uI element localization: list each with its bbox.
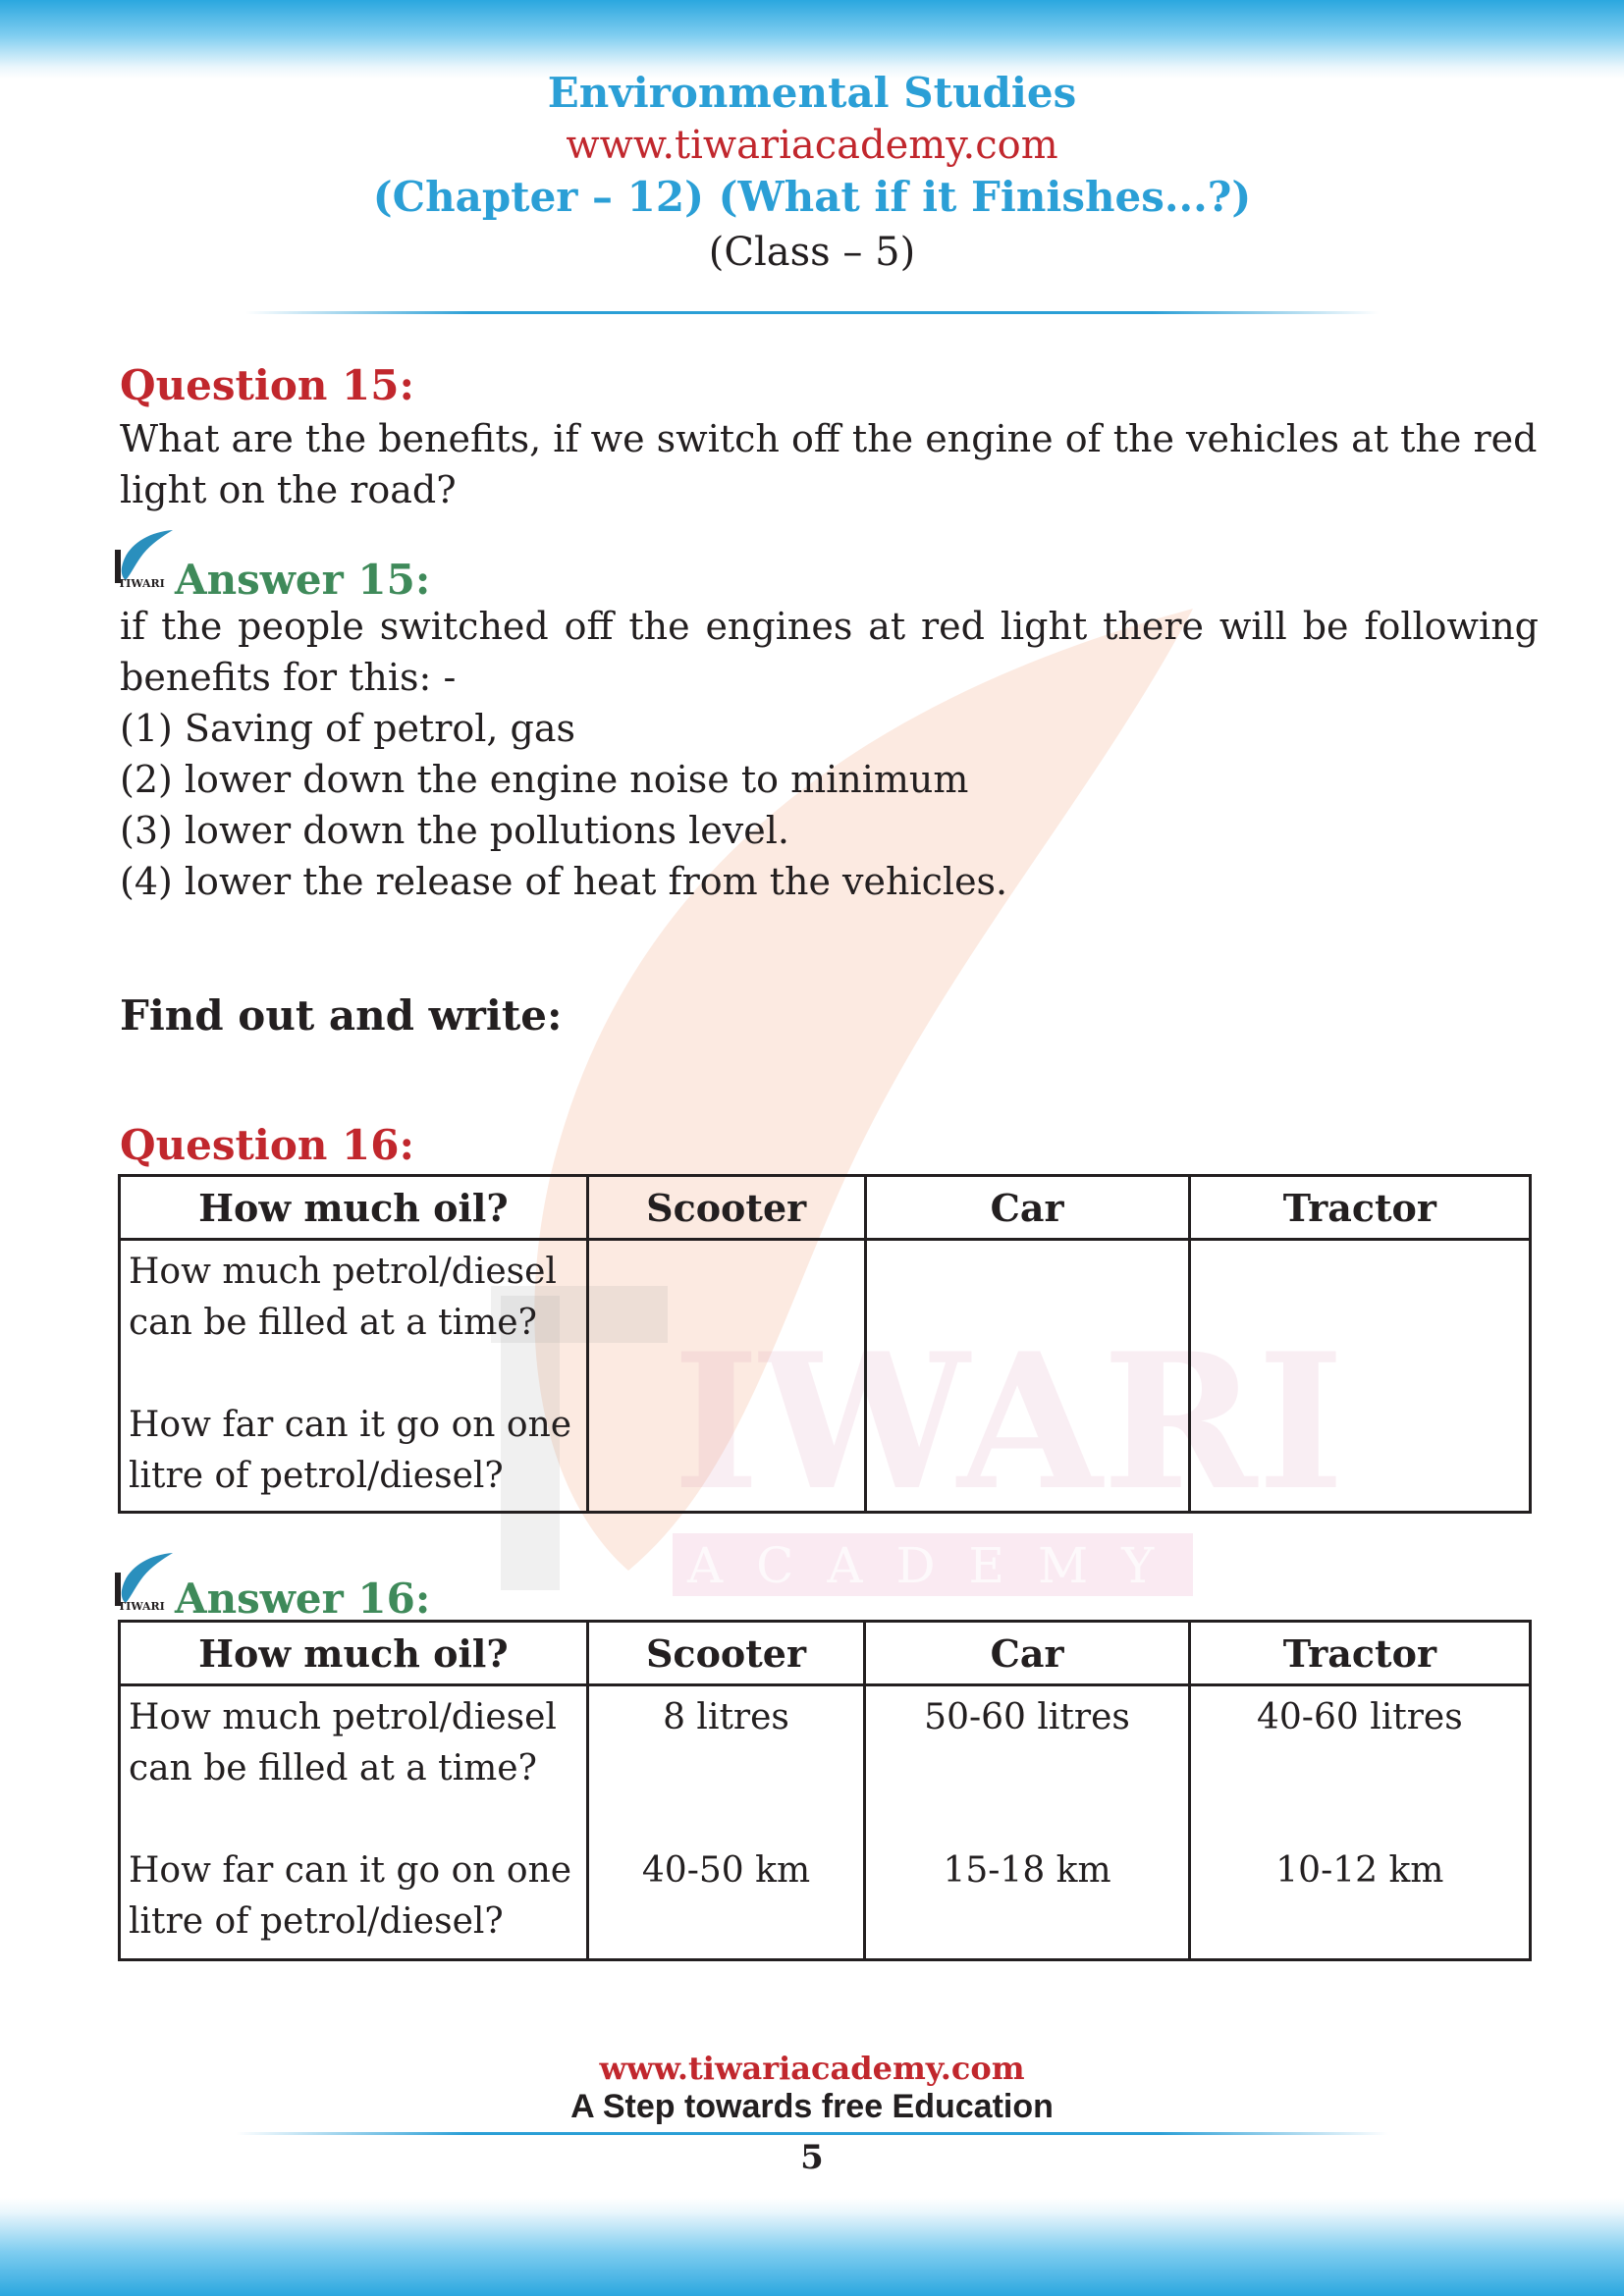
logo-leaf: [122, 1553, 173, 1603]
tiwari-logo-icon: [112, 1551, 177, 1612]
find-out-heading: Find out and write:: [120, 991, 563, 1040]
answer-15-point-3: (3) lower down the pollutions level.: [120, 809, 789, 852]
chapter-title: (Chapter – 12) (What if it Finishes...?): [372, 173, 1252, 221]
header-tractor: Tractor: [1189, 1622, 1530, 1685]
answer-15-point-4: (4) lower the release of heat from the vehicles.: [120, 860, 1008, 903]
table-header-row: [120, 1622, 1531, 1685]
tractor-capacity: 40-60 litres: [1257, 1697, 1463, 1737]
car-capacity: 50-60 litres: [924, 1697, 1130, 1737]
header-scooter: Scooter: [587, 1622, 865, 1685]
tractor-blank-cell: [1189, 1240, 1530, 1513]
footer-divider: [236, 2132, 1388, 2135]
question-16-label: Question 16:: [120, 1121, 414, 1169]
table-row: [120, 1240, 1531, 1513]
answer-15-point-1: (1) Saving of petrol, gas: [120, 707, 576, 750]
scooter-mileage: 40-50 km: [641, 1850, 811, 1891]
watermark-word-academy: ACADEMY: [687, 1537, 1188, 1594]
page-number: 5: [800, 2138, 824, 2177]
header-car: Car: [865, 1622, 1189, 1685]
answer-15-label: Answer 15:: [175, 556, 431, 604]
car-blank-cell: [865, 1240, 1189, 1513]
tractor-answer-cell: [1189, 1685, 1530, 1960]
row-question-mileage: How far can it go on one litre of petrol/diesel?: [129, 1405, 572, 1496]
question-15-text: What are the benefits, if we switch off the engine of the vehicles at the red light on the road?: [120, 417, 1538, 511]
car-answer-cell: [865, 1685, 1189, 1960]
answer-16-label: Answer 16:: [175, 1575, 431, 1623]
scooter-answer-cell: [587, 1685, 865, 1960]
row-question-mileage: How far can it go on one litre of petrol/diesel?: [129, 1850, 572, 1942]
question-16-table: [118, 1174, 1532, 1514]
footer-website: www.tiwariacademy.com: [599, 2050, 1025, 2087]
header-how-much-oil: How much oil?: [120, 1622, 588, 1685]
header-tractor: Tractor: [1189, 1176, 1530, 1240]
row-question-capacity: How much petrol/diesel can be filled at a time?: [129, 1252, 557, 1343]
header-how-much-oil: How much oil?: [120, 1176, 588, 1240]
logo-text: TIWARI: [118, 1600, 165, 1612]
answer-15-intro: if the people switched off the engines at red light there will be following benefits for this: -: [120, 605, 1539, 699]
table-header-row: [120, 1176, 1531, 1240]
header-website: www.tiwariacademy.com: [566, 123, 1058, 168]
header-car: Car: [865, 1176, 1189, 1240]
answer-15-point-2: (2) lower down the engine noise to minimum: [120, 758, 969, 801]
logo-text: TIWARI: [118, 577, 165, 589]
scooter-blank-cell: [587, 1240, 865, 1513]
subject-title: Environmental Studies: [547, 69, 1077, 117]
tractor-mileage: 10-12 km: [1275, 1850, 1444, 1891]
row-question-capacity: How much petrol/diesel can be filled at a time?: [129, 1697, 557, 1789]
table-row: [120, 1685, 1531, 1960]
logo-leaf: [122, 530, 173, 580]
footer-tagline: A Step towards free Education: [570, 2088, 1054, 2125]
tiwari-logo-icon: [112, 528, 177, 589]
car-mileage: 15-18 km: [943, 1850, 1111, 1891]
header-scooter: Scooter: [587, 1176, 865, 1240]
class-label: (Class – 5): [708, 230, 916, 275]
header-divider: [245, 311, 1379, 314]
question-15-label: Question 15:: [120, 361, 414, 409]
scooter-capacity: 8 litres: [663, 1697, 789, 1737]
questions-cell: [120, 1685, 588, 1960]
answer-16-table: [118, 1620, 1532, 1961]
watermark-word-iwari: IWARI: [673, 1312, 1345, 1531]
questions-cell: [120, 1240, 588, 1513]
